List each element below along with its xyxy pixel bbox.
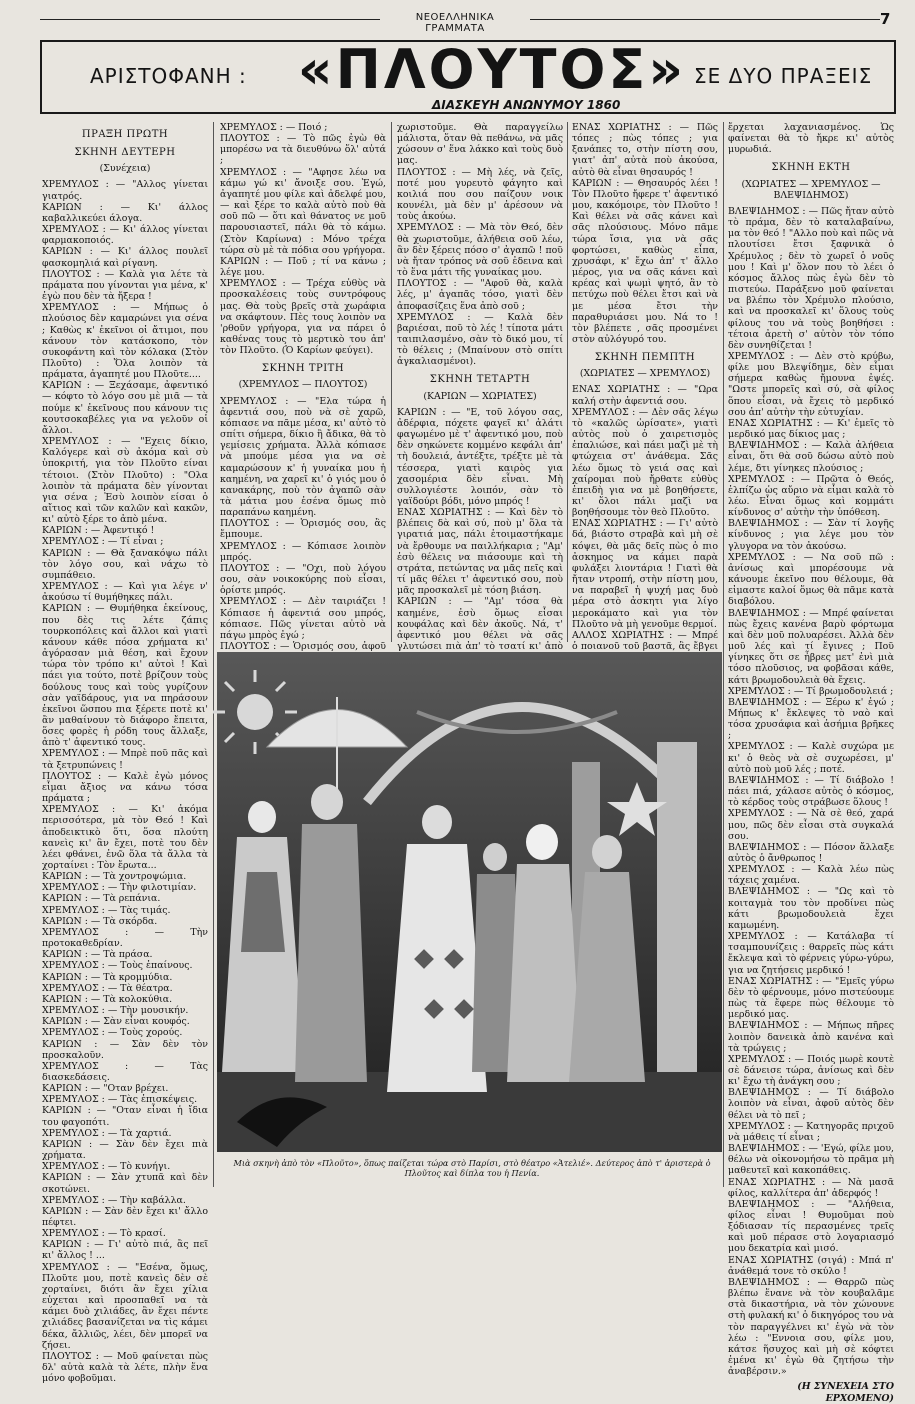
- dialogue-line: ΧΡΕΜΥΛΟΣ : — Να σοῦ πῶ : ἀνίσως καὶ μπορέσουμε νὰ κάνουμε ἐκεῖνο που θέλουμε, θὰ εἰμαστε καλοί ὅμως θὰ πᾶμε κατὰ διαβόλου.: [728, 551, 894, 608]
- dialogue-line: ΚΑΡΙΩΝ : — Τὰ ρεπάνια.: [42, 893, 161, 905]
- dialogue-line: ΚΑΡΙΩΝ : — "Οταν εἶναι ἡ ἴδια του φαγοπότι.: [42, 1105, 208, 1128]
- dialogue-line: ΚΑΡΙΩΝ : — Ποῦ ; τί να κάνω ; λέγε μου.: [220, 255, 386, 279]
- dialogue-line: ΚΑΡΙΩΝ : — Κι' άλλος καβαλλικεύει άλογα.: [42, 201, 208, 224]
- dialogue-line: ΧΡΕΜΥΛΟΣ : — Τὰς τιμάς.: [42, 904, 171, 916]
- dialogue-line: ΒΛΕΨΙΔΗΜΟΣ : — Πῶς ἤταν αὐτὸ τὸ πράμα, δὲν τὸ καταλαβαίνω, μα τὸν θεό ! "Αλλο ποὺ καὶ πῶς νὰ πλουτίσει ἔτσι ξαφνικὰ ὁ Χρέμυλος ; δὲν τὸ χωρεῖ ὁ νοῦς μου ! Καὶ μ' ὅλον που τὸ λέει ὁ κόσμος ἄλλος πὼς ἐγὼ δὲν τὸ πιστεύω. Παράξενο μοῦ φαίνεται να βλέπω τὸν Χρέμυλο πλούσιο, καὶ να προσκαλεῖ κι' ὅλους τοὺς φίλους του νὰ τοὺς βοηθήσει : τέτοια ἀρετὴ σ' αὐτὸν τὸν τόπο δὲν συνηθίζεται !: [728, 205, 894, 351]
- dialogue-line: χωριστοῦμε. Θὰ παραγγείλω μάλιστα, ὅταν θὰ πεθάνω, νὰ μᾶς χώσουν σ' ἕνα λάκκο καὶ τοὺς δυὸ μας.: [397, 122, 563, 167]
- dialogue-line: ΧΡΕΜΥΛΟΣ : — Τὰ χαρτιά.: [42, 1127, 172, 1139]
- page-number: 7: [880, 10, 891, 28]
- dialogue-line: ΠΛΟΥΤΟΣ : — "Αφοῦ θὰ, καλὰ λές, μ' ἀγαπᾶς τόσο, γιατὶ δὲν ἀποφασίζεις ἕνα ἀπὸ σοῦ ;: [397, 278, 563, 312]
- dialogue-line: ΚΑΡΙΩΝ : — "Ε, τοῦ λόγου σας, ἀδέρφια, πόχετε φαγεῖ κι' ἀλάτι φαγωμένο μὲ τ' ἀφεντικό μου, ποὺ δὲν σηκώνετε κομμένο κεφάλι ἀπ' τὴ δουλειά, ἀντέξτε, τρέξτε μὲ τὰ τέσσερα, γιατὶ καιρὸς για χασομέρια δὲν εἶναι. Μὴ συλλογιέστε λοιπόν, σὰν τὸ γαϊδούρι βόδι, μόνο μπρός !: [397, 406, 563, 507]
- dialogue-block: [728, 206, 894, 1377]
- play-title: «ΠΛΟΥΤΟΣ»: [297, 38, 687, 101]
- dialogue-line: ΧΡΕΜΥΛΟΣ : — Καλὲ συχώρα με κι' ὁ θεὸς νὰ σὲ συχωρέσει, μ' αὐτὸ ποὺ μοῦ λές ; ποτέ.: [728, 741, 894, 775]
- dialogue-line: ΧΡΕΜΥΛΟΣ : — Πρῶτα ὁ Θεός, ἐλπίζω ὡς αὔριο νὰ εἶμαι καλὰ τὸ λέω. Εἶναι ὅμως καὶ κομμάτι κίνδυνος σ' αὐτὴν τὴν ὑπόθεση.: [728, 473, 894, 519]
- dialogue-line: ΕΝΑΣ ΧΩΡΙΑΤΗΣ : — Γι' αὐτὸ δά, βιάστο στραβὰ καὶ μὴ σὲ κόψει, θὰ μᾶς δεῖς πὼς ὁ πιο ἀσκημος να κάμει παρὰ φυλάξει λιοντάρια ! Γιατὶ θὰ ἤταν ντροπή, στὴν πίστη μου, να παραβεῖ ἡ ψυχή μας δυὸ μέρα στὸ ἀσκητι για λίγο μεροκάματο καὶ για τὸν Πλοῦτο νὰ μὴ γενοῦμε θερμοί.: [572, 518, 718, 630]
- dialogue-line: ΕΝΑΣ ΧΩΡΙΑΤΗΣ : — Πῶς τόπες ; πὼς τόπες ; για ξανάπες το, στὴν πίστη σου, γιατ' ἀπ' αὐτὰ ποὺ ἀκούσα, αὐτὸ θὰ εἶναι θησαυρός !: [572, 122, 718, 178]
- dialogue-line: ΠΛΟΥΤΟΣ : — "Οχι, ποὺ λόγου σου, σὰν νοικοκύρης ποὺ εἶσαι, ὁρίστε μπρός.: [220, 562, 386, 597]
- dialogue-line: ΚΑΡΙΩΝ : — Θυμήθηκα ἐκείνους, που δὲς τις λέτε ζάπις τουρκοπόλεις καὶ ἄλλοι καὶ γιατὶ κάνουν κάθε πόσα χρήματα κι' ἀγόρασαν μιὰ θέση, καὶ ἔχουν τώρα τὸν τρόπο κι' αὐτοὶ ! Καὶ πάει για τούτο, ποτὲ βρίζουν τοὺς δούλους τους καὶ τοὺς γυρίζουν σὰν γαϊδάρους, για να πηράσουν ἐκεῖνοι ὥσπου πια ξέρετε ποτὲ κι' ἂν μαθαίνουν τὸ διάφορο ἔπειτα, ὅσες φορὲς ἡ ρόδη τους ἄλλαξε, ἀπὸ τ' ἀφεντικό τους.: [42, 603, 208, 749]
- scene-heading: ΣΚΗΝΗ ΤΡΙΤΗ: [261, 363, 345, 375]
- dialogue-line: ἔρχεται λαχανιασμένος. Ὡς φαίνεται θὰ τὸ ἤκρε κι' αὐτὸς μυρωδιά.: [728, 122, 894, 156]
- dialogue-block: [42, 179, 208, 1384]
- dialogue-line: ΧΡΕΜΥΛΟΣ : — Μπρὲ ποῦ πᾶς καὶ τὰ ξετρυπώνεις !: [42, 748, 208, 771]
- dialogue-line: ΒΛΕΨΙΔΗΜΟΣ : — Μήπως πῆρες λοιπὸν δανεικὰ ἀπὸ κανένα καὶ τὰ τρώγεις ;: [728, 1020, 894, 1054]
- text-column-1: [42, 122, 208, 1385]
- dialogue-line: ΕΝΑΣ ΧΩΡΙΑΤΗΣ : — "Ωρα καλή στὴν ἀφεντιά σου.: [572, 384, 718, 407]
- dialogue-line: ΚΑΡΙΩΝ : — Τὰ κρομμύδια.: [42, 971, 173, 983]
- stage-scene-illustration: [217, 652, 722, 1152]
- dialogue-line: ΧΡΕΜΥΛΟΣ : — Καλὰ λέω πὼς τάχεις χαμένα.: [728, 864, 894, 887]
- dialogue-line: ΕΝΑΣ ΧΩΡΙΑΤΗΣ : — Καὶ δὲν τὸ βλέπεις δὰ καὶ σύ, ποὺ μ' ὅλα τὰ γιρατιά μας, πάλι ἑτοιμαστήκαμε νὰ ἔρθουμε να παιλλήκαρια ; "Αμ' ἐσὺ θέλεις να πιάσουμε καὶ τὴ στράτα, πετώντας να μᾶς πεῖς καὶ τί μᾶς θέλει τ' ἀφεντικό σου, ποὺ μᾶς προσκαλεῖ μὲ τόση βιάση.: [397, 507, 563, 597]
- stage-photograph: [217, 652, 722, 1152]
- masthead-rule-right: [530, 19, 880, 20]
- dialogue-line: ΧΡΕΜΥΛΟΣ : — Δὲν σᾶς λέγω τὸ «καλῶς ὡρίσατε», γιατὶ αὐτὸς ποὺ ὁ χαιρετισμὸς ἐπαλιώσε, καὶ πάει μαζὶ μὲ τὴ φτώχεια στ' ἀνάθεμα. Σᾶς λέω ὅμως τὸ γειά σας καὶ χαίρομαι ποὺ ἤρθατε εὐθὺς ἐπειδὴ για να μὲ βοηθήσετε, κι' ὅλοι πάλι μαζὶ να βοηθήσουμε τὸν θεὸ Πλοῦτο.: [572, 406, 718, 519]
- masthead-rule-left: [40, 19, 380, 20]
- dialogue-block: [220, 122, 386, 356]
- text-column-2: [220, 122, 386, 653]
- dialogue-line: ΚΑΡΙΩΝ : — Σὰν εἶναι κουφός.: [42, 1016, 190, 1028]
- dialogue-line: ΠΛΟΥΤΟΣ : — Μὴ λές, νὰ ζεῖς, ποτέ μου γυρευτὸ φάγητο καὶ κοιλιά που σου παίζουν νοικ κουνέλι, μὰ δὲν μ' ἀρέσουν νὰ τοὺς ἀκούω.: [397, 166, 563, 223]
- dialogue-line: ΒΛΕΨΙΔΗΜΟΣ : — "Αλήθεια, φίλος εἶναι ! Θυμοῦμαι ποὺ ξόδιασαν τίς περασμένες τρεῖς καὶ μοῦ πέρασε στὸ λογαριασμό μου δεκατρία καὶ μισό.: [728, 1198, 894, 1255]
- dialogue-line: ΧΡΕΜΥΛΟΣ : — Κατάλαβα τί τσαμπουνίζεις : θαρρεῖς πὼς κάτι ἔκλεψα καὶ τὸ φέρνεις γύρω-γύρω, για να ζητήσεις μερδικό !: [728, 931, 894, 976]
- dialogue-line: ΧΡΕΜΥΛΟΣ : — Τί εἶναι ;: [42, 536, 164, 548]
- dialogue-line: ΧΡΕΜΥΛΟΣ : — Τὰς ἐπισκέψεις.: [42, 1094, 198, 1106]
- dialogue-line: ΒΛΕΨΙΔΗΜΟΣ : — Θαρρῶ πὼς βλέπω ἕνανε νὰ τὸν κουβαλᾶμε στὰ δικαστήρια, νὰ τὸν χώνουνε στὴ φυλακή κι' ὁ δικηγόρος του νὰ τὸν παραγγέλνει κι' ἐγὼ νὰ τὸν λέω : "Εννοια σου, φίλε μου, κάτσε ἥσυχος καὶ μὴ σὲ κόφτει ἐμένα κι' ἐγὼ θὰ ζητήσω τὴν ἀναβέρσιν.»: [728, 1276, 894, 1378]
- dialogue-line: ΕΝΑΣ ΧΩΡΙΑΤΗΣ : — Νὰ μασᾶ φίλος, καλλίτερα ἀπ' ἀδερφός !: [728, 1176, 894, 1199]
- scene-heading: ΣΚΗΝΗ ΠΕΜΠΤΗ: [594, 352, 696, 364]
- dialogue-line: ΧΡΕΜΥΛΟΣ : — Ποιός μωρὲ κουτὲ σὲ δάνεισε τώρα, ἀνίσως καὶ δὲν κι' ἔχω τὴ ἀνάγκη σου ;: [728, 1053, 894, 1088]
- column-rule: [723, 122, 724, 1187]
- dialogue-line: ΧΡΕΜΥΛΟΣ : — Δὲν στὸ κρύβω, φίλε μου Βλεψίδημε, δὲν εἶμαι σήμερα καθὼς ἤμουνα ἐψές. "Ωστε μπορεῖς καὶ σύ, σὰ φίλος ὅπου εἶσαι, νὰ ἔχεις τὸ μερδικό σου ἀπ' αὐτὴν τὴν εὐτυχίαν.: [728, 350, 894, 418]
- photo-caption: Μιὰ σκηνὴ ἀπὸ τὸν «Πλοῦτο», ὅπως παίζεται τώρα στὸ Παρίσι, στὸ θέατρο «Ἀτελιέ». Δεύτερος ἀπὸ τ' ἀριστερὰ ὁ Πλοῦτος καὶ δίπλα του ἡ Πενία.: [233, 1158, 711, 1178]
- dialogue-line: ΠΛΟΥΤΟΣ : — Τὸ πῶς ἐγὼ θὰ μπορέσω να τὰ διευθύνω ὅλ' αὐτά ;: [220, 133, 386, 167]
- dialogue-block: [397, 122, 563, 367]
- acts-label: ΣΕ ΔΥΟ ΠΡΑΞΕΙΣ: [694, 64, 873, 88]
- column-rule: [567, 122, 568, 642]
- scene-heading: ΣΚΗΝΗ ΤΕΤΑΡΤΗ: [429, 374, 531, 386]
- act-heading: ΠΡΑΞΗ ΠΡΩΤΗ: [81, 129, 169, 140]
- dialogue-line: ΧΡΕΜΥΛΟΣ : — Τοὺς ἐπαίνους.: [42, 960, 193, 972]
- dialogue-line: ΚΑΡΙΩΝ : — Σὰν χτυπᾶ καὶ δὲν σκοτώνει.: [42, 1172, 208, 1195]
- dialogue-line: ΧΡΕΜΥΛΟΣ : — Νὰ σὲ θεό, χαρά μου, πῶς δὲν εἶσαι στὰ συγκαλά σου.: [728, 808, 894, 842]
- dialogue-line: ΚΑΡΙΩΝ : — Τὰ πράσα.: [42, 949, 153, 961]
- title-box: [40, 40, 896, 114]
- dialogue-line: ΑΛΛΟΣ ΧΩΡΙΑΤΗΣ : — Μπρέ ὁ ποιανοῦ τοῦ βαστᾶ, ἂς ἔβγει: [572, 629, 718, 653]
- dialogue-line: ΚΑΡΙΩΝ : — Σὰν δὲν ἔχει πιὰ χρήματα.: [42, 1138, 208, 1162]
- dialogue-line: ΚΑΡΙΩΝ : — Τὰ σκόρδα.: [42, 915, 158, 927]
- dialogue-line: ΧΡΕΜΥΛΟΣ : — Τί βρωμοδουλειά ;: [728, 685, 894, 697]
- dialogue-line: ΧΡΕΜΥΛΟΣ : — "Εσένα, ὅμως, Πλοῦτε μου, ποτὲ κανεὶς δὲν σὲ χορταίνει, διότι ἂν ἔχει χίλια εὐχεται καὶ προσπαθεῖ να τὰ κάμει δυὸ χιλιάδες, ἂν ἔχει πέντε χιλιάδες βασανίζεται να τὶς κάμει δέκα, ἄλλιῶς, λέει, δὲν μπορεῖ να ζήσει.: [42, 1261, 208, 1351]
- dialogue-line: ΧΡΕΜΥΛΟΣ : — "Ελα τώρα ἡ ἀφεντιά σου, ποὺ νὰ σὲ χαρῶ, κόπιασε να πᾶμε μέσα, κι' αὐτὸ τὸ σπίτι σήμερα, δίκιο ἢ ἄδικα, θὰ τὸ γεμίσεις χρήματα. Ἀλλὰ κόπιασε νὰ μπούμε μέσα για να σὲ καμαρώσουν κ' ἡ γυναίκα μου ἡ καημένη, να χαρεῖ κι' ὁ γιός μου ὁ κανακάρης, ποὺ τὸν ἀγαπῶ σὰν τὰ μάτια μου ἐσένα ὅμως πιὸ παραπάνω καημένη.: [220, 395, 386, 519]
- text-column-3: [397, 122, 563, 653]
- dialogue-line: ΒΛΕΨΙΔΗΜΟΣ : — Ξέρω κ' ἐγώ ; Μήπως κ' ἔκλεψες τὸ ναὸ καὶ τόσα χρυσάφια καὶ ἀσήμια βρῆκες ;: [728, 696, 894, 742]
- dialogue-block: [728, 122, 894, 155]
- adaptation-line: ΔΙΑΣΚΕΥΗ ΑΝΩΝΥΜΟΥ 1860: [432, 98, 621, 112]
- dialogue-line: ΠΛΟΥΤΟΣ : — Καλὲ ἐγὼ μόνος εἶμαι ἄξιος να κάνω τόσα πράματα ;: [42, 770, 208, 805]
- scene-heading: ΣΚΗΝΗ ΔΕΥΤΕΡΗ: [74, 147, 176, 159]
- scene-note: (Συνέχεια): [99, 163, 151, 175]
- column-rule: [391, 122, 392, 642]
- dialogue-line: ΧΡΕΜΥΛΟΣ : — Τὰ θέατρα.: [42, 982, 173, 994]
- scene-cast: (ΧΩΡΙΑΤΕΣ — ΧΡΕΜΥΛΟΣ — ΒΛΕΨΙΔΗΜΟΣ): [741, 178, 881, 201]
- dialogue-line: ΒΛΕΨΙΔΗΜΟΣ : — Τί διάβολο ! πάει πιά, χάλασε αὐτὸς ὁ κόσμος, τὸ κέρδος τοὺς στράβωσε ὅλους !: [728, 774, 894, 809]
- dialogue-line: ΧΡΕΜΥΛΟΣ : — Τὴν φιλοτιμίαν.: [42, 882, 197, 894]
- dialogue-line: ΚΑΡΙΩΝ : — "Αμ' τόσα θὰ καημένε, ἐσὺ ὅμως εἶσαι κουφάλας καὶ δὲν ἀκοῦς. Νά, τ' ἀφεντικό μου θέλει νὰ σᾶς γλυτώσει πιὰ ἀπ' τὸ τσατί κι' ἀπὸ: [397, 596, 563, 653]
- scene-cast: (ΚΑΡΙΩΝ — ΧΩΡΙΑΤΕΣ): [423, 390, 537, 402]
- author-label: ΑΡΙΣΤΟΦΑΝΗ :: [90, 64, 247, 88]
- dialogue-line: ΚΑΡΙΩΝ : — Θὰ ξανακόψω πάλι τὸν λόγο σου, καὶ νάχω τὸ συμπάθειο.: [42, 547, 208, 581]
- dialogue-line: ΧΡΕΜΥΛΟΣ : — Τὴν καβάλλα.: [42, 1194, 186, 1206]
- text-column-5: [728, 122, 895, 1404]
- text-column-4: [572, 122, 718, 653]
- dialogue-line: ΧΡΕΜΥΛΟΣ : — "Αφησε λέω να κάμω γώ κι' ἄνοιξε σου. Ἐγώ, ἀγαπητέ μου φίλε καὶ ἀδελφέ μου, — καὶ ξέρε το καλὰ αὐτὸ ποὺ θὰ σοῦ πῶ — ὅτι καὶ θάνατος νε μοῦ παρουσιαστεῖ, πάλι θὰ τὸ κάμω. (Στὸν Καρίωνα) : Μόνο τρέχα τώρα σὺ μὲ τὰ πόδια σου γρήγορα.: [220, 166, 386, 256]
- column-rule: [213, 122, 214, 1187]
- dialogue-line: ΧΡΕΜΥΛΟΣ : — Καλὰ δὲν βαριέσαι, ποῦ τὸ λές ! τίποτα μάτι ταιπιλασμένο, σὰν τὸ δικό μου, τί τὸ θέλεις ; (Μπαίνουν στὸ σπίτι ἀγκαλιασμένοι).: [397, 311, 563, 368]
- dialogue-line: ΧΡΕΜΥΛΟΣ : — Κόπιασε λοιπὸν μπρός.: [220, 540, 386, 563]
- dialogue-line: ΒΛΕΨΙΔΗΜΟΣ : — Σὰν τί λογῆς κίνδυνος ; για λέγε μου τὸν γλυγορα να τὸν ἀκούσω.: [728, 518, 894, 552]
- scene-heading: ΣΚΗΝΗ ΕΚΤΗ: [771, 162, 851, 174]
- dialogue-line: ΧΡΕΜΥΛΟΣ : — Ποιό ;: [220, 122, 328, 133]
- dialogue-line: ΚΑΡΙΩΝ : — Κι' άλλος πουλεῖ φασκομηλιά καὶ ρίγανη.: [42, 246, 208, 269]
- dialogue-line: ΧΡΕΜΥΛΟΣ : — Τοὺς χορούς.: [42, 1027, 183, 1039]
- scene-cast: (ΧΩΡΙΑΤΕΣ — ΧΡΕΜΥΛΟΣ): [579, 368, 711, 380]
- dialogue-line: ΒΛΕΨΙΔΗΜΟΣ : — Μπρέ φαίνεται πὼς ἔχεις κανένα βαρὺ φόρτωμα καὶ δὲν μοῦ πολυαρέσει. Ἀλλὰ δὲν μοῦ λές καὶ τί ἔγινες ; Ποῦ γίνηκες ὅτι σε ἦβρες μετ' ἐνὶ μιὰ τόσο πλοῦσιος, να φοβᾶσαι κάθε, κάτι βρωμοδουλειὰ θὰ ἔχεις.: [728, 607, 894, 686]
- dialogue-line: ΚΑΡΙΩΝ : — Θησαυρός λέει ! Τὸν Πλοῦτο ἤφερε τ' ἀφεντικό μου, κακόμοιρε, τὸν Πλοῦτο ! Καὶ θέλει νὰ σᾶς κάνει καὶ σᾶς πλούσιους. Μόνο πᾶμε τώρα ἴσια, για νὰ σᾶς φορτώσει, καθὼς εἶπα, χρυσάφι, κ' ἔχω ἀπ' τ' ἄλλο μέρος, για να σᾶς κάνει καὶ κρέας καὶ ψωμὶ ψητό, ἂν τὸ πετύχω ποὺ θέλει ἔτσι καὶ νὰ με μέσα ἔτσι τὴν παραθυριάσει μου. Νά το ! τὸν βλέπετε , σᾶς προσμένει στὸν αὐλόγυρό του.: [572, 177, 718, 345]
- masthead: [40, 12, 880, 34]
- continued-note: (Η ΣΥΝΕΧΕΙΑ ΣΤΟ ΕΡΧΟΜΕΝΟ): [797, 1381, 894, 1404]
- dialogue-line: ΧΡΕΜΥΛΟΣ : — "Εχεις δίκιο, Καλόγερε καὶ σὺ ἀκόμα καὶ σὺ ὑποκριτή, για τὸν Πλοῦτο είναι τέτοιοι. (Στὸν Πλοῦτο) : "Ολα λοιπὸν τὰ πράματα δὲν γίνονται για σένα ; Ἐσὺ λοιπὸν είσαι ὁ αἴτιος καὶ τῶν καλῶν καὶ κακῶν, κι' αὐτὸ ξέρε το ἀπὸ μένα.: [42, 436, 208, 526]
- dialogue-line: ΠΛΟΥΤΟΣ : — Καλὰ για λέτε τὰ πράματα που γίνονται για μένα, κ' ἐγὼ που δὲν τὰ ἤξερα !: [42, 268, 208, 303]
- dialogue-line: ΚΑΡΙΩΝ : — Σὰν δὲν ἔχει κι' ἄλλο πέφτει.: [42, 1205, 208, 1228]
- dialogue-line: ΠΛΟΥΤΟΣ : — Μοῦ φαίνεται πὼς δλ' αὐτὰ καλὰ τὰ λέτε, πλὴν ἕνα μόνο φοβοῦμαι.: [42, 1350, 208, 1385]
- dialogue-line: ΧΡΕΜΥΛΟΣ : — Κι' ἀκόμα περισσότερα, μὰ τὸν Θεό ! Καὶ ἀποδεικτικὸ ὅτι, ὅσα πλούτη κανεὶς κι' ἂν ἔχει, ποτὲ του δὲν λέει φθάνει, ἐνῶ ὅλα τὰ ἄλλα τὰ χορταίνει : Τὸν ἔρωτα...: [42, 804, 208, 871]
- dialogue-line: ΕΝΑΣ ΧΩΡΙΑΤΗΣ : — "Εμεῖς γύρω δὲν τὸ φέρνουμε, μόνο πιστεύουμε πὼς τὰ ἔφερε πὼς θέλουμε τὸ μερδικό μας.: [728, 975, 894, 1021]
- dialogue-line: ΧΡΕΜΥΛΟΣ : — Τὴν μουσικήν.: [42, 1005, 189, 1017]
- dialogue-line: ΕΝΑΣ ΧΩΡΙΑΤΗΣ (σιγά) : Μπά π' ἀνάθεμά τονε τὸ σκύλο !: [728, 1254, 894, 1277]
- scene-cast: (ΧΡΕΜΥΛΟΣ — ΠΛΟΥΤΟΣ): [238, 379, 368, 391]
- dialogue-line: ΒΛΕΨΙΔΗΜΟΣ : — Καλὰ ἀλήθεια εἶναι, ὅτι θὰ σοῦ δώσω αὐτὸ ποὺ λέμε, δτι γίνηκες πλούσιος ;: [728, 440, 894, 474]
- dialogue-line: ΠΛΟΥΤΟΣ : — Ὁρισμός σου, ἀφοῦ: [220, 641, 386, 653]
- masthead-name: ΝΕΟΕΛΛΗΝΙΚΑ ΓΡΑΜΜΑΤΑ: [415, 12, 495, 34]
- dialogue-line: ΧΡΕΜΥΛΟΣ : — Κατηγορᾶς πριχοῦ νὰ μάθεις τί εἶναι ;: [728, 1120, 895, 1143]
- dialogue-line: ΚΑΡΙΩΝ : — Γι' αὐτὸ πιά, ἂς πεῖ κι' ἄλλος ! ...: [42, 1239, 208, 1262]
- dialogue-line: ΒΛΕΨΙΔΗΜΟΣ : — Πόσον ἄλλαξε αὐτὸς ὁ ἄνθρωπος !: [728, 841, 894, 864]
- dialogue-line: ΚΑΡΙΩΝ : — Ξεχάσαμε, ἀφεντικό — κόφτο τὸ λόγο σου μὲ μιᾶ — τὰ πούμε κ' ἐκεῖνους που κάνουν τις κουτσοκαβέλες για να γελοῦν οἱ ἄλλοι.: [42, 380, 208, 436]
- dialogue-line: ΧΡΕΜΥΛΟΣ : — Τὴν προτοκαθεδρίαν.: [42, 926, 208, 950]
- dialogue-line: ΚΑΡΙΩΝ : — Τὰ κολοκύθια.: [42, 993, 173, 1005]
- dialogue-line: ΧΡΕΜΥΛΟΣ : — Τρέχα εὐθὺς νὰ προσκαλέσεις τοὺς συντρόφους μας. Θὰ τοὺς βρεῖς στὰ χωράφια να σκάφτουν. Πὲς τους λοιπὸν να 'ρθοῦν γρήγορα, για να πάρει ὁ καθένας τους τὸ μερτικὸ του ἀπ' τὸν Πλοῦτο. (Ὁ Καρίων φεύγει).: [220, 278, 386, 357]
- dialogue-line: ΠΛΟΥΤΟΣ : — Ὁρισμός σου, ἂς ἔμπουμε.: [220, 518, 386, 541]
- dialogue-line: ΧΡΕΜΥΛΟΣ : — Καὶ για λέγε ν' ἀκούσω τί θυμήθηκες πάλι.: [42, 581, 208, 604]
- dialogue-line: ΒΛΕΨΙΔΗΜΟΣ : — "Ως καὶ τὸ κοιταγμὰ του τὸν προδίνει πὼς κάτι βρωμοδουλειὰ ἔχει καμωμένη.: [728, 886, 894, 931]
- dialogue-block: [572, 122, 718, 345]
- dialogue-line: ΧΡΕΜΥΛΟΣ : — Κι' άλλος γίνεται φαρμακοποιός.: [42, 224, 208, 247]
- dialogue-line: ΚΑΡΙΩΝ : — Τὰ χοντροψώμια.: [42, 871, 187, 883]
- dialogue-line: ΧΡΕΜΥΛΟΣ : — Τὰς διασκεδάσεις.: [42, 1060, 208, 1083]
- dialogue-line: ΒΛΕΨΙΔΗΜΟΣ : — Τί διάβολο λοιπὸν νὰ εἶναι, ἀφοῦ αὐτὸς δὲν θέλει νὰ τὸ πεῖ ;: [728, 1087, 894, 1121]
- dialogue-line: ΧΡΕΜΥΛΟΣ : — Τὸ κρασί.: [42, 1228, 166, 1240]
- dialogue-line: ΚΑΡΙΩΝ : — Ἀφεντικό !: [42, 525, 155, 537]
- dialogue-line: ΧΡΕΜΥΛΟΣ : — Μήπως ὁ πλούσιος δὲν καμαρώνει για σένα ; Καθὼς κ' ἐκεῖνοι οἱ ἄτιμοι, που κάνουν τὸν κατάσκοπο, τὸν συκοφάντη καὶ τὸν κόλακα (Στὸν Πλοῦτο) : Ὅλα λοιπὸν τὰ πράματα, ἀγαπητέ μου Πλοῦτε....: [42, 302, 208, 381]
- dialogue-line: ΒΛΕΨΙΔΗΜΟΣ : — 'Εγώ, φίλε μου, θέλω νὰ οἰκονομήσω τὸ πρᾶμα μὴ μαθευτεῖ καὶ κακοπάθεις.: [728, 1143, 894, 1177]
- dialogue-line: ΧΡΕΜΥΛΟΣ : — Δὲν ταιριάζει ! Κόπιασε ἡ ἀφεντιά σου μπρός, κόπιασε. Πῶς γίνεται αὐτὸ νὰ πάγω μπρὸς ἐγώ ;: [220, 596, 386, 641]
- dialogue-line: ΧΡΕΜΥΛΟΣ : — Τὸ κυνήγι.: [42, 1161, 171, 1173]
- dialogue-line: ΧΡΕΜΥΛΟΣ : — Μὰ τὸν Θεό, δὲν θὰ χωριστοῦμε, ἀλήθεια σοῦ λέω, ἂν δὲν ξέρεις πόσο σ' ἀγαπῶ ! ποῦ νὰ ἤταν τρόπος νὰ σοῦ ἐδεινα καὶ τὸ ἕνα μάτι τῆς γυναίκας μου.: [397, 222, 563, 279]
- dialogue-line: ΚΑΡΙΩΝ : — "Οταν βρέχει.: [42, 1083, 169, 1095]
- dialogue-line: ΧΡΕΜΥΛΟΣ : — "Αλλος γίνεται γιατρός.: [42, 179, 208, 202]
- dialogue-line: ΚΑΡΙΩΝ : — Σὰν δὲν τὸν προσκαλοῦν.: [42, 1038, 208, 1061]
- dialogue-line: ΕΝΑΣ ΧΩΡΙΑΤΗΣ : — Κι' ἐμεῖς τὸ μερδικό μας δίκιος μας ;: [728, 417, 894, 441]
